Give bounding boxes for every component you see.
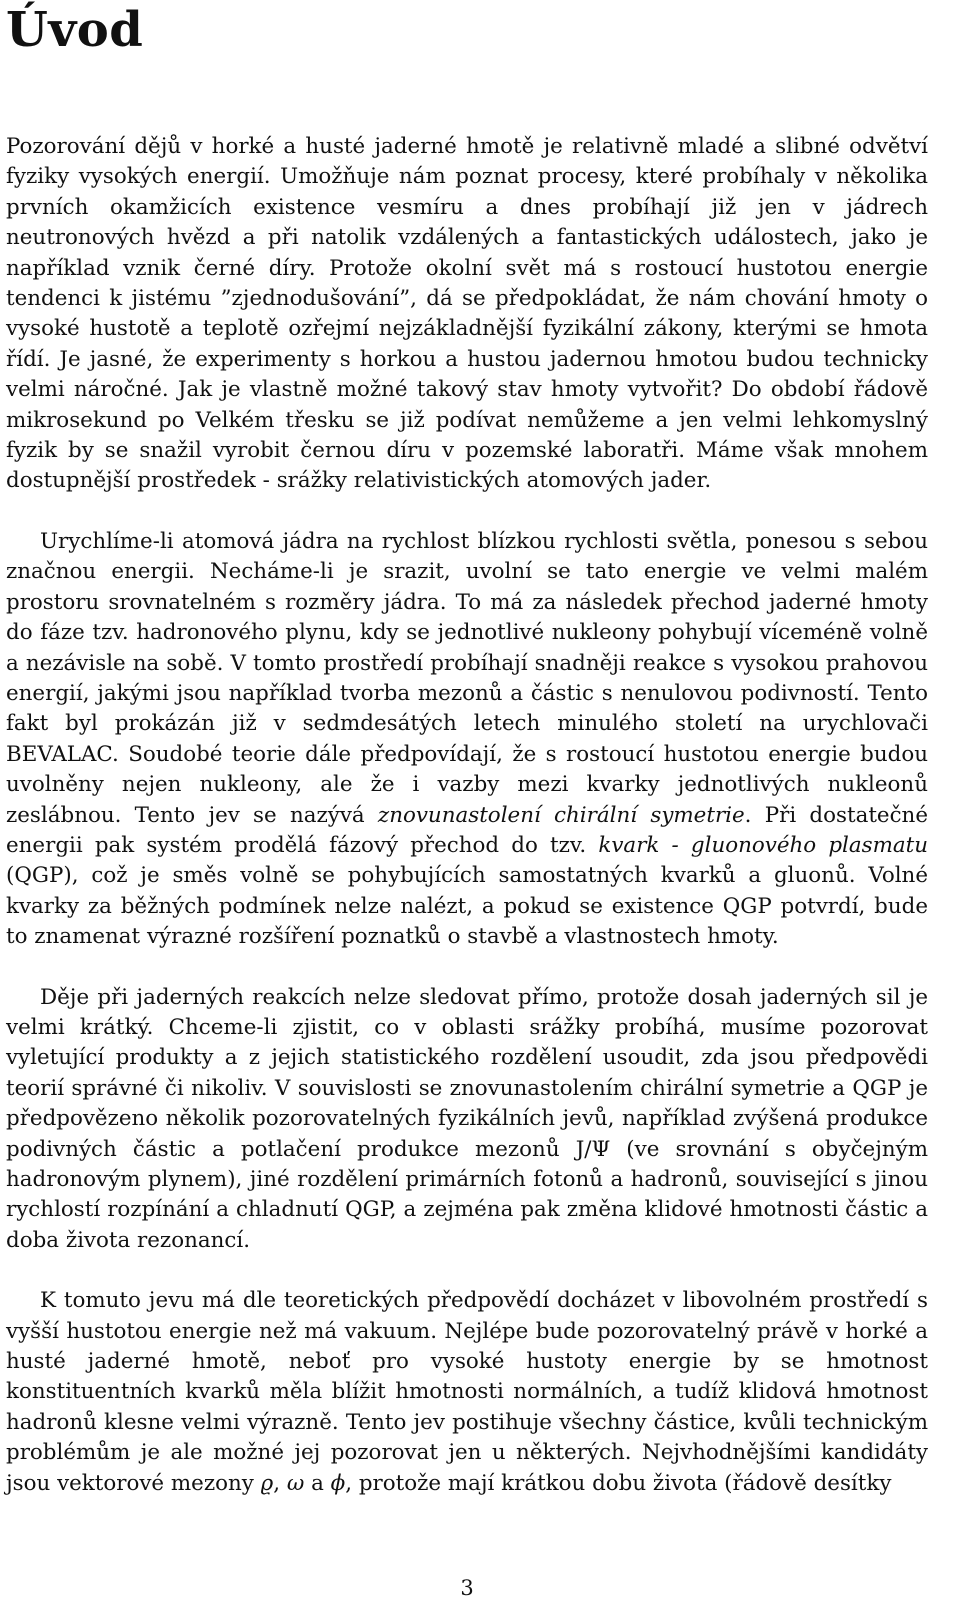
paragraph-2 (6, 527, 928, 953)
document-page (6, 0, 929, 1600)
paragraph-2-text-b: . Při dostatečné energii pak systém prodělá fázový přechod do tzv. (6, 802, 928, 858)
omega-symbol: ω (286, 1470, 305, 1496)
separator-comma: , (273, 1470, 287, 1496)
paragraph-2-text-a: Urychlíme-li atomová jádra na rychlost blízkou rychlosti světla, ponesou s sebou značnou energii. Necháme-li je srazit, uvolní se tato energie ve velmi malém prostoru srovnatelném s rozměry jádra. To má za následek přechod jaderné hmoty do fáze tzv. hadronového plynu, kdy se jednotlivé nukleony pohybují víceméně volně a nezávisle na sobě. V tomto prostředí probíhají snadněji reakce s vysokou prahovou energií, jakými jsou například tvorba mezonů a částic s nenulovou podivností. Tento fakt byl prokázán již v sedmdesátých letech minulého století na urychlovači BEVALAC. Soudobé teorie dále předpovídají, že s rostoucí hustotou energie budou uvolněny nejen nukleony, ale že i vazby mezi kvarky jednotlivých nukleonů zeslábnou. Tento jev se nazývá (6, 528, 928, 828)
page-number: 3 (460, 1576, 474, 1600)
paragraph-4-text-a: K tomuto jevu má dle teoretických předpovědí docházet v libovolném prostředí s vyšší hustotou energie než má vakuum. Nejlépe bude pozorovatelný právě v horké a husté jaderné hmotě, neboť pro vysoké hustoty energie by se hmotnost konstituentních kvarků měla blížit hmotnosti normálních, a tudíž klidová hmotnost hadronů klesne velmi výrazně. Tento jev postihuje všechny částice, kvůli technickým problémům je ale možné jej pozorovat jen u některých. Nejvhodnějšími kandidáty jsou vektorové mezony (6, 1288, 928, 1496)
paragraph-2-text-c: (QGP), což je směs volně se pohybujících samostatných kvarků a gluonů. Volné kvarky za běžných podmínek nelze nalézt, a pokud se existence QGP potvrdí, bude to znamenat výrazné rozšíření poznatků o stavbě a vlastnostech hmoty. (6, 863, 928, 950)
paragraph-3: Děje při jaderných reakcích nelze sledovat přímo, protože dosah jaderných sil je velmi krátký. Chceme-li zjistit, co v oblasti srážky probíhá, musíme pozorovat vyletující produkty a z jejich statistického rozdělení usoudit, zda jsou předpovědi teorií správné či nikoliv. V souvislosti se znovunastolením chirální symetrie a QGP je předpovězeno několik pozorovatelných fyzikálních jevů, například zvýšená produkce podivných částic a potlačení produkce mezonů J/Ψ (ve srovnání s obyčejným hadronovým plynem), jiné rozdělení primárních fotonů a hadronů, související s jinou rychlostí rozpínání a chladnutí QGP, a zejména pak změna klidové hmotnosti částic a doba života rezonancí. (6, 984, 928, 1253)
paragraph-4-text-b: , protože mají krátkou dobu života (řádově desítky (345, 1470, 892, 1496)
separator-and: a (304, 1470, 331, 1496)
term-quark-gluon-plasma: kvark - gluonového plasmatu (598, 832, 929, 858)
paragraph-4 (6, 1286, 928, 1499)
chapter-body (6, 132, 928, 1499)
chapter-title: Úvod (6, 2, 144, 58)
paragraph-1: Pozorování dějů v horké a husté jaderné hmotě je relativně mladé a slibné odvětví fyziky vysokých energií. Umožňuje nám poznat procesy, které probíhaly v několika prvních okamžicích existence vesmíru a dnes probíhají již jen v jádrech neutronových hvězd a při natolik vzdálených a fantastických událostech, jako je například vznik černé díry. Protože okolní svět má s rostoucí hustotou energie tendenci k jistému ”zjednodušování”, dá se předpokládat, že nám chování hmoty o vysoké hustotě a teplotě ozřejmí nejzákladnější fyzikální zákony, kterými se hmota řídí. Je jasné, že experimenty s horkou a hustou jadernou hmotou budou technicky velmi náročné. Jak je vlastně možné takový stav hmoty vytvořit? Do období řádově mikrosekund po Velkém třesku se již podívat nemůžeme a jen velmi lehkomyslný fyzik by se snažil vyrobit černou díru v pozemské laboratři. Máme však mnohem dostupnější prostředek - srážky relativistických atomových jader. (6, 134, 928, 494)
rho-symbol: ϱ (260, 1470, 274, 1496)
term-chiral-symmetry: znovunastolení chirální symetrie (377, 802, 745, 828)
phi-symbol: ϕ (330, 1470, 346, 1496)
